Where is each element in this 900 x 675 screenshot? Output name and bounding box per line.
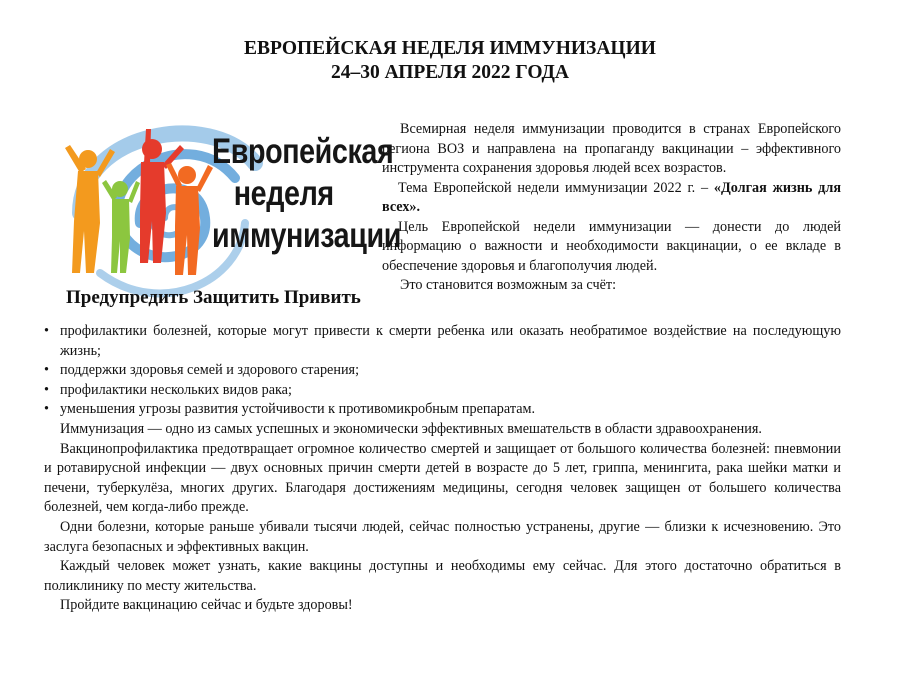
list-item: • поддержки здоровья семей и здорового старения; (44, 361, 841, 381)
immunization-week-logo (40, 103, 401, 318)
page-title (0, 37, 900, 85)
logo-line-3: иммунизации (212, 216, 401, 255)
body-paragraph-5: Пройдите вакцинацию сейчас и будьте здоровы! (60, 597, 353, 614)
benefits-list (44, 322, 841, 420)
intro-paragraph-3: Цель Европейской недели иммунизации — донести до людей информацию о важности и необходимости вакцинации, о ее вкладе в обеспечение здоровья и благополучия людей. (382, 218, 841, 274)
list-item: • уменьшения угрозы развития устойчивости к противомикробным препаратам. (44, 400, 841, 420)
list-item: • профилактики болезней, которые могут привести к смерти ребенка или оказать необратимое воздействие на последующую жизнь; (44, 322, 841, 361)
intro-paragraph-1: Всемирная неделя иммунизации проводится в странах Европейского региона ВОЗ и направлена на пропаганду вакцинации – эффективного инструмента сохранения здоровья людей всех возрастов. (382, 121, 841, 176)
intro-paragraph-2 (382, 179, 841, 218)
main-text (44, 322, 841, 616)
figure-green (102, 180, 140, 273)
theme-title: «Долгая жизнь для всех». (382, 179, 841, 215)
theme-prefix: Тема Европейской недели иммунизации 2022 г. – (398, 179, 714, 196)
logo-line-1: Европейская (212, 132, 394, 171)
body-paragraph-3: Одни болезни, которые раньше убивали тысячи людей, сейчас полностью устранены, другие — близки к исчезновению. Это заслуга безопасных и эффективных вакцин. (44, 518, 841, 555)
body-paragraph-1: Иммунизация — одно из самых успешных и экономически эффективных вмешательств в области здравоохранения. (60, 420, 762, 437)
title-line-2: 24–30 АПРЕЛЯ 2022 ГОДА (330, 62, 570, 83)
list-item: • профилактики нескольких видов рака; (44, 381, 841, 401)
logo-line-2: неделя (233, 174, 334, 213)
logo-wordmark (212, 131, 401, 257)
intro-paragraph-4: Это становится возможным за счёт: (400, 277, 617, 293)
body-paragraph-2: Вакцинопрофилактика предотвращает огромное количество смертей и защищает от большого количества болезней: пневмонии и ротавирусной инфекции — двух основных причин смерти детей в возрасте до 5 лет, гриппа, менингита, рака шейки матки и печени, туберкулёза, многих других. Благодаря достижениям медицины, сегодня человек защищен от большего количества болезней, чем когда-либо прежде. (44, 440, 841, 516)
logo-slogan: Предупредить Защитить Привить (66, 287, 361, 308)
title-line-1: ЕВРОПЕЙСКАЯ НЕДЕЛЯ ИММУНИЗАЦИИ (244, 38, 656, 59)
body-paragraph-4: Каждый человек может узнать, какие вакцины доступны и необходимы ему сейчас. Для этого достаточно обратиться в поликлинику по месту жительства. (44, 558, 841, 594)
intro-text (382, 120, 841, 296)
